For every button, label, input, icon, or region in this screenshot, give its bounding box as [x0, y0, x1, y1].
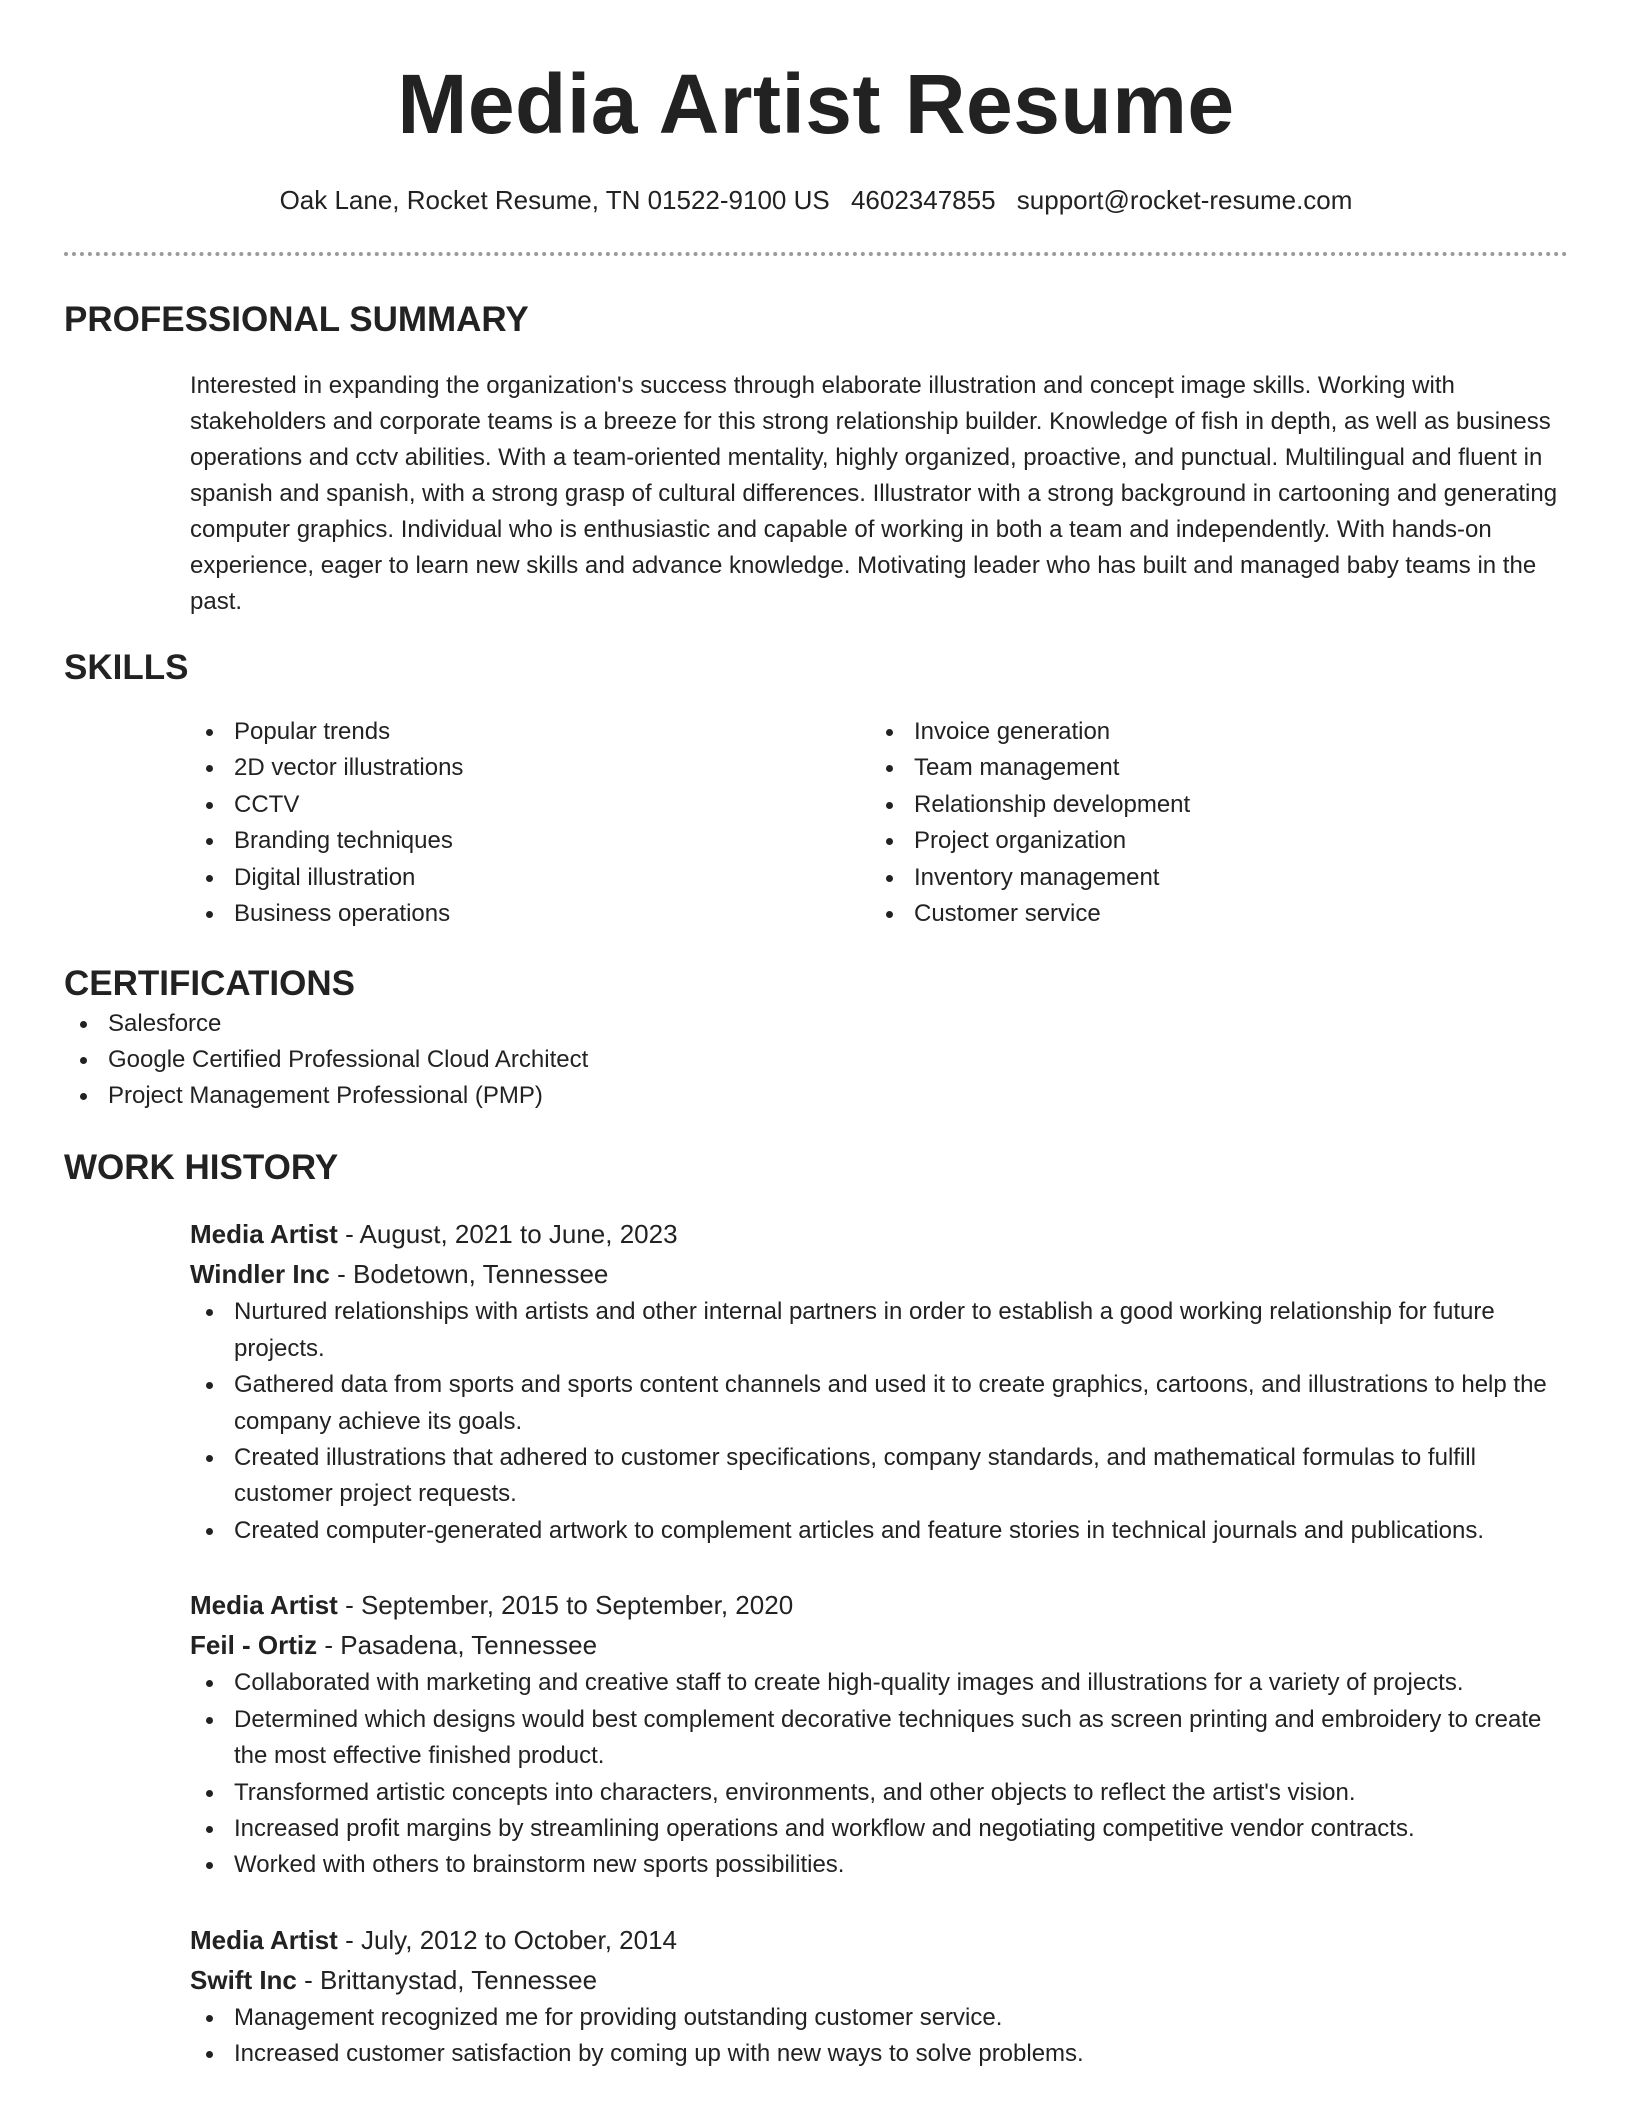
skills-heading: SKILLS [64, 648, 189, 687]
contact-email: support@rocket-resume.com [1016, 185, 1353, 215]
job-location: - Bodetown, Tennessee [329, 1259, 609, 1290]
job-location: - Brittanystad, Tennessee [296, 1964, 598, 1995]
job-title-line [190, 1585, 1568, 1625]
skill-item: Business operations [190, 896, 870, 932]
job-bullet: Created illustrations that adhered to customer specifications, company standards, and mathematical formulas to fulfill customer project requests. [190, 1440, 1568, 1513]
skill-item: CCTV [190, 787, 870, 823]
contact-phone: 4602347855 [850, 185, 996, 215]
skills-column-left [190, 714, 870, 932]
job-company-line [190, 1254, 1568, 1294]
work-history-heading: WORK HISTORY [64, 1148, 339, 1188]
certification-item: Salesforce [64, 1006, 1568, 1042]
job-title: Media Artist [190, 1924, 338, 1955]
job-bullet: Created computer-generated artwork to complement articles and feature stories in technical journals and publications. [190, 1513, 1568, 1549]
resume-title: Media Artist Resume [397, 57, 1235, 151]
job-company: Feil - Ortiz [190, 1630, 318, 1661]
skill-item: Team management [870, 750, 1550, 786]
job-company: Windler Inc [190, 1259, 330, 1290]
summary-text: Interested in expanding the organization's success through elaborate illustration and concept image skills. Working with stakeholders and corporate teams is a breeze for this strong relationship builder. Knowledge of fish in depth, as well as business operations and cctv abilities. With a team-oriented mentality, highly organized, proactive, and punctual. Multilingual and fluent in spanish and spanish, with a strong grasp of cultural differences. Illustrator with a strong background in cartooning and generating computer graphics. Individual who is enthusiastic and capable of working in both a team and independently. With hands-on experience, eager to learn new skills and advance knowledge. Motivating leader who has built and managed baby teams in the past. [190, 372, 1558, 615]
job-bullet: Determined which designs would best complement decorative techniques such as screen printing and embroidery to create the most effective finished product. [190, 1702, 1568, 1775]
job-location: - Pasadena, Tennessee [317, 1630, 598, 1661]
skill-item: Digital illustration [190, 860, 870, 896]
skill-item: Relationship development [870, 787, 1550, 823]
job-dates: - July, 2012 to October, 2014 [337, 1924, 678, 1955]
job-bullets [190, 2000, 1568, 2073]
header-divider [64, 252, 1568, 256]
job-bullets [190, 1665, 1568, 1883]
skills-grid [190, 714, 1568, 932]
skill-item: Popular trends [190, 714, 870, 750]
skill-item: 2D vector illustrations [190, 750, 870, 786]
job-title-line [190, 1214, 1568, 1254]
summary-heading: PROFESSIONAL SUMMARY [64, 300, 529, 339]
certification-item: Project Management Professional (PMP) [64, 1078, 1568, 1114]
job-bullet: Increased profit margins by streamlining operations and workflow and negotiating competitive vendor contracts. [190, 1811, 1568, 1847]
job-dates: - September, 2015 to September, 2020 [337, 1590, 794, 1621]
job-title: Media Artist [190, 1590, 338, 1621]
job-bullet: Collaborated with marketing and creative staff to create high-quality images and illustrations for a variety of projects. [190, 1665, 1568, 1701]
job-entry [190, 1920, 1568, 2073]
job-bullet: Transformed artistic concepts into characters, environments, and other objects to reflect the artist's vision. [190, 1775, 1568, 1811]
contact-address: Oak Lane, Rocket Resume, TN 01522-9100 US [279, 185, 830, 215]
certifications-list [64, 1006, 1568, 1114]
job-bullet: Nurtured relationships with artists and other internal partners in order to establish a good working relationship for future projects. [190, 1294, 1568, 1367]
job-bullet: Gathered data from sports and sports content channels and used it to create graphics, cartoons, and illustrations to help the company achieve its goals. [190, 1367, 1568, 1440]
skill-item: Inventory management [870, 860, 1550, 896]
job-entry [190, 1214, 1568, 1549]
skill-item: Customer service [870, 896, 1550, 932]
skills-column-right [870, 714, 1550, 932]
job-company-line [190, 1625, 1568, 1665]
job-bullet: Increased customer satisfaction by coming up with new ways to solve problems. [190, 2036, 1568, 2072]
job-bullet: Worked with others to brainstorm new sports possibilities. [190, 1847, 1568, 1883]
certification-item: Google Certified Professional Cloud Architect [64, 1042, 1568, 1078]
skill-item: Branding techniques [190, 823, 870, 859]
job-dates: - August, 2021 to June, 2023 [337, 1219, 678, 1250]
skill-item: Project organization [870, 823, 1550, 859]
job-title: Media Artist [190, 1219, 338, 1250]
job-company: Swift Inc [190, 1964, 297, 1995]
skill-item: Invoice generation [870, 714, 1550, 750]
contact-line [64, 182, 1568, 218]
job-bullets [190, 1294, 1568, 1549]
resume-page [64, 0, 1568, 2073]
certifications-heading: CERTIFICATIONS [64, 964, 356, 1004]
job-entry [190, 1585, 1568, 1883]
job-company-line [190, 1960, 1568, 2000]
job-title-line [190, 1920, 1568, 1960]
job-bullet: Management recognized me for providing outstanding customer service. [190, 2000, 1568, 2036]
